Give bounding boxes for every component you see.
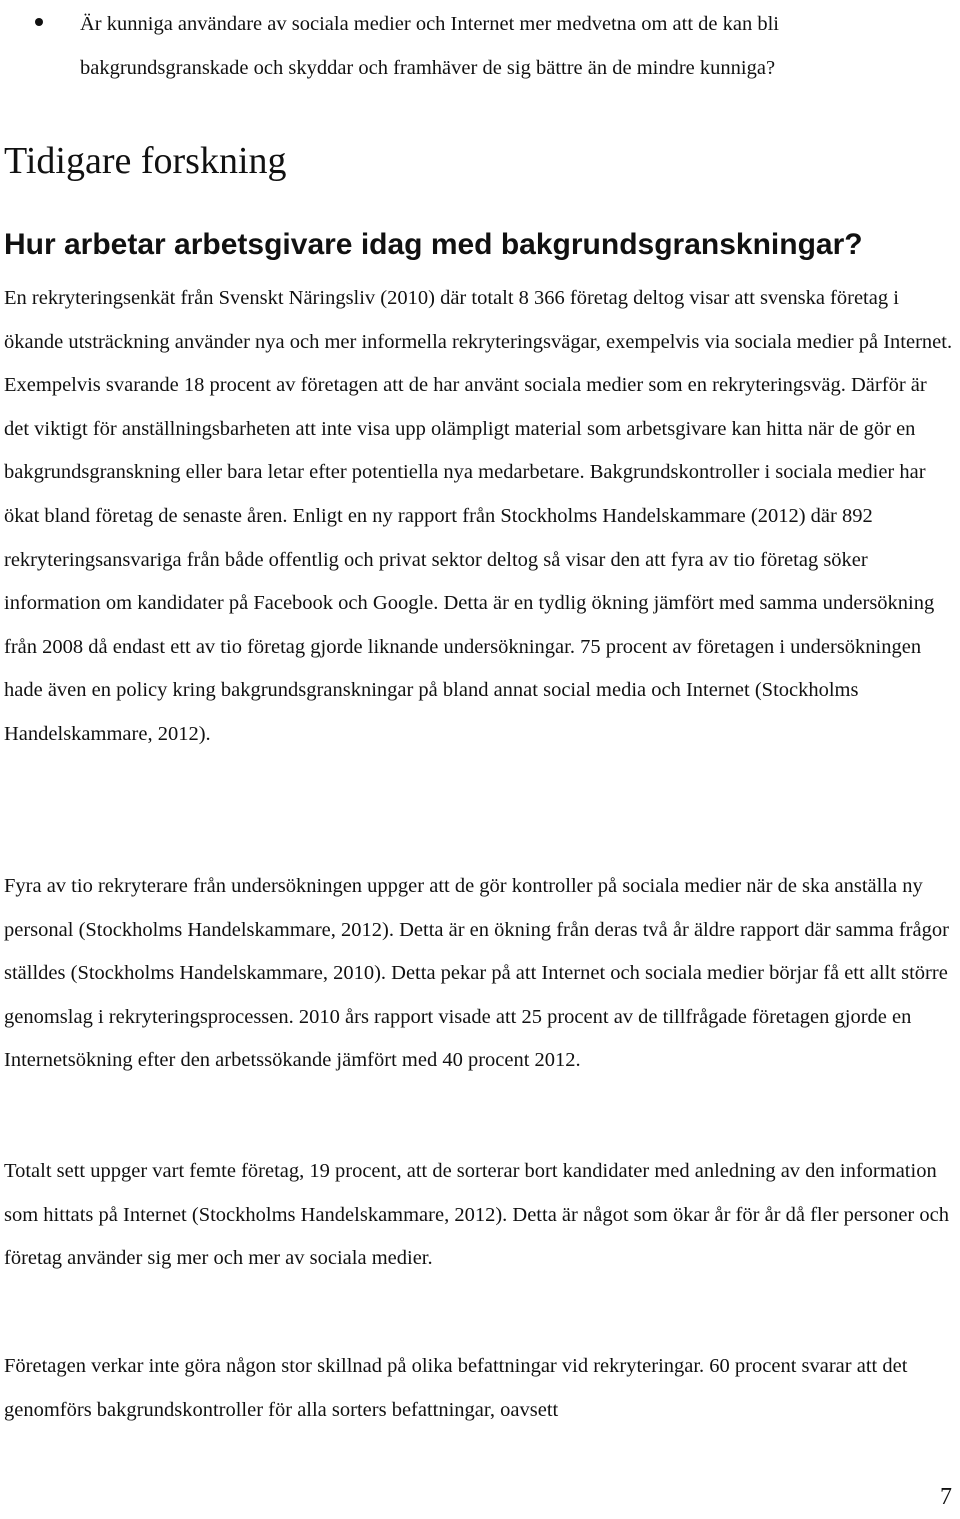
section-heading: Tidigare forskning [4, 140, 287, 182]
subsection-heading: Hur arbetar arbetsgivare idag med bakgrundsgranskningar? [4, 228, 863, 261]
body-paragraph-1: En rekryteringsenkät från Svenskt Näringsliv (2010) där totalt 8 366 företag deltog visar att svenska företag i ökande utsträckning använder nya och mer informella rekryteringsvägar, exempelvis via sociala medier på Internet. Exempelvis svarande 18 procent av företagen att de har använt sociala medier som en rekryteringsväg. Därför är det viktigt för anställningsbarheten att inte visa upp olämpligt material som arbetsgivare kan hitta när de gör en bakgrundsgranskning eller bara letar efter potentiella nya medarbetare. Bakgrundskontroller i sociala medier har ökat bland företag de senaste åren. Enligt en ny rapport från Stockholms Handelskammare (2012) där 892 rekryteringsansvariga från både offentlig och privat sektor deltog så visar den att fyra av tio företag söker information om kandidater på Facebook och Google. Detta är en tydlig ökning jämfört med samma undersökning från 2008 då endast ett av tio företag gjorde liknande undersökningar. 75 procent av företagen i undersökningen hade även en policy kring bakgrundsgranskningar på bland annat social media och Internet (Stockholms Handelskammare, 2012). [4, 287, 953, 745]
body-paragraph-3: Totalt sett uppger vart femte företag, 19 procent, att de sorterar bort kandidater med anledning av den information som hittats på Internet (Stockholms Handelskammare, 2012). Detta är något som ökar år för år då fler personer och företag använder sig mer och mer av sociala medier. [4, 1160, 949, 1270]
page-number: 7 [940, 1484, 952, 1510]
body-paragraph-4: Företagen verkar inte göra någon stor skillnad på olika befattningar vid rekryteringar. 60 procent svarar att det genomförs bakgrundskontroller för alla sorters befattningar, oavsett [4, 1355, 908, 1421]
body-paragraph-2: Fyra av tio rekryterare från undersökningen uppger att de gör kontroller på sociala medier när de ska anställa ny personal (Stockholms Handelskammare, 2012). Detta är en ökning från deras två år äldre rapport där samma frågor ställdes (Stockholms Handelskammare, 2010). Detta pekar på att Internet och sociala medier börjar få ett allt större genomslag i rekryteringsprocessen. 2010 års rapport visade att 25 procent av de tillfrågade företagen gjorde en Internetsökning efter den arbetssökande jämfört med 40 procent 2012. [4, 875, 949, 1072]
research-question-text: Är kunniga användare av sociala medier och Internet mer medvetna om att de kan bli bakgrundsgranskade och skyddar och framhäver de sig bättre än de mindre kunniga? [80, 13, 780, 79]
bullet-list-item [0, 2, 960, 90]
bullet-icon [35, 18, 43, 26]
